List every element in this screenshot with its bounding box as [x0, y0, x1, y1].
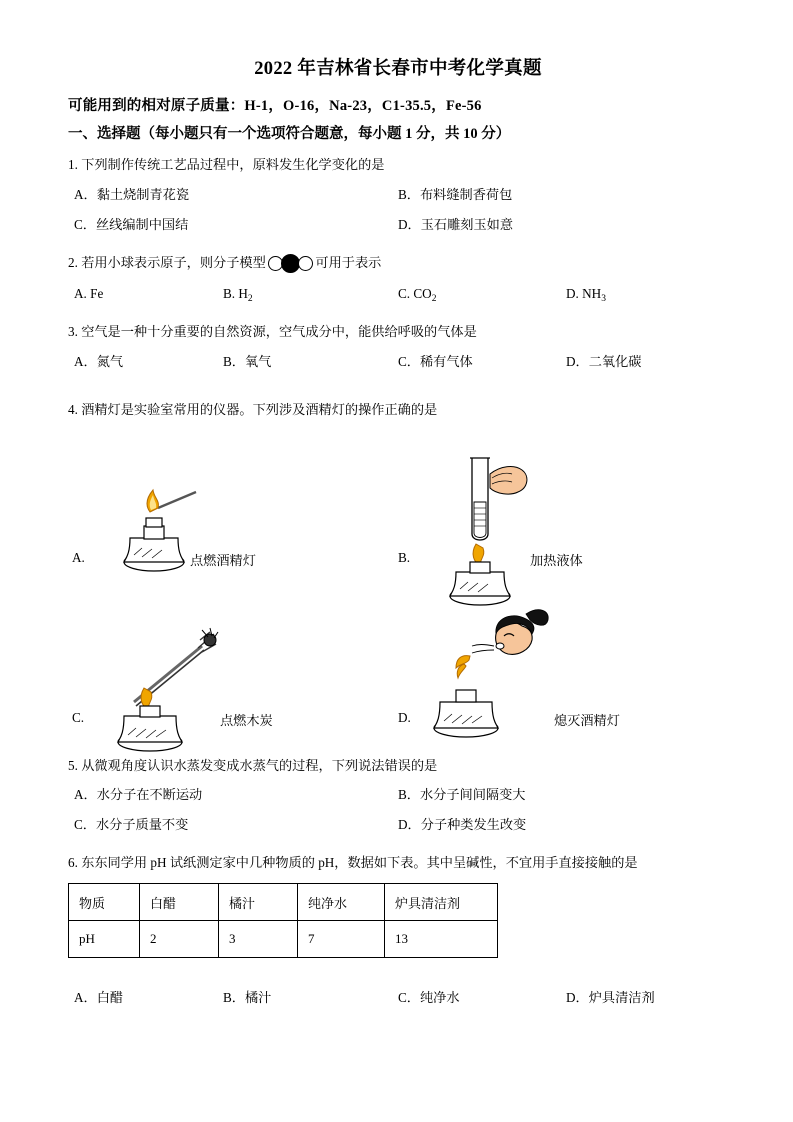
figure-label-d: D.: [398, 709, 411, 725]
figure-caption-c: 点燃木炭: [220, 712, 273, 728]
option-5-d[interactable]: D．分子种类发生改变: [398, 817, 527, 833]
question-1-options-row1: [68, 185, 728, 205]
option-1-d[interactable]: D．玉石雕刻玉如意: [398, 216, 514, 232]
question-1-stem: 1. 下列制作传统工艺品过程中，原料发生化学变化的是: [68, 157, 385, 172]
option-3-a[interactable]: A．氮气: [74, 353, 124, 369]
page-title: 2022 年吉林省长春市中考化学真题: [254, 59, 542, 79]
atomic-mass-line: 可能用到的相对原子质量：H-1，O-16，Na-23，C1-35.5，Fe-56: [68, 98, 482, 114]
table-cell-orange-juice: 橘汁: [219, 884, 298, 921]
figure-a-alcohol-lamp-match: [104, 460, 214, 580]
table-cell-substance-header: 物质: [69, 884, 140, 921]
figure-label-b: B.: [398, 549, 411, 565]
question-2-stem-before: 2. 若用小球表示原子，则分子模型: [68, 254, 266, 270]
table-row: [69, 921, 498, 958]
question-2-stem: [68, 253, 728, 274]
question-5-options-row1: [68, 785, 728, 805]
option-2-a[interactable]: A. Fe: [74, 286, 104, 301]
question-1-options-row2: [68, 215, 728, 235]
question-5-stem: 5. 从微观角度认识水蒸发变成水蒸气的过程，下列说法错误的是: [68, 757, 438, 773]
figure-b-heating-liquid: [426, 438, 546, 608]
table-cell-ph-header: pH: [69, 921, 140, 958]
figure-c-lighting-charcoal: [98, 610, 238, 755]
option-2-b[interactable]: B. $H_2$: [223, 286, 253, 304]
figure-label-c: C.: [72, 709, 85, 725]
figure-caption-d: 熄灭酒精灯: [554, 712, 620, 728]
question-4-stem: 4. 酒精灯是实验室常用的仪器。下列涉及酒精灯的操作正确的是: [68, 401, 438, 417]
option-5-b[interactable]: B．水分子间间隔变大: [398, 787, 526, 803]
table-cell-ph-stove-cleaner: 13: [385, 921, 498, 958]
ph-data-table: [68, 883, 498, 958]
question-3-stem: 3. 空气是一种十分重要的自然资源，空气成分中，能供给呼吸的气体是: [68, 324, 477, 339]
option-1-a[interactable]: A．黏土烧制青花瓷: [74, 186, 190, 202]
option-6-c[interactable]: C．纯净水: [398, 990, 460, 1006]
option-5-c[interactable]: C．水分子质量不变: [74, 817, 189, 833]
option-6-a[interactable]: A．白醋: [74, 990, 124, 1006]
molecule-model-icon: [269, 253, 312, 273]
question-2-options: [68, 284, 728, 304]
figure-caption-a: 点燃酒精灯: [190, 552, 256, 568]
page-content: [68, 54, 728, 1018]
option-1-c[interactable]: C．丝线编制中国结: [74, 216, 189, 232]
table-cell-ph-orange-juice: 3: [219, 921, 298, 958]
table-cell-vinegar: 白醋: [140, 884, 219, 921]
option-6-d[interactable]: D．炉具清洁剂: [566, 990, 655, 1006]
question-6-options: [68, 988, 728, 1008]
question-2-stem-after: 可用于表示: [315, 254, 382, 270]
option-3-c[interactable]: C．稀有气体: [398, 353, 473, 369]
figure-caption-b: 加热液体: [530, 552, 583, 568]
option-2-d[interactable]: D. $NH_3$: [566, 286, 606, 304]
option-1-b[interactable]: B．布料缝制香荷包: [398, 186, 513, 202]
question-5-options-row2: [68, 815, 728, 835]
table-cell-ph-vinegar: 2: [140, 921, 219, 958]
option-6-b[interactable]: B．橘汁: [223, 990, 272, 1006]
figure-label-a: A.: [72, 549, 85, 565]
option-3-b[interactable]: B．氧气: [223, 353, 272, 369]
table-cell-pure-water: 纯净水: [298, 884, 385, 921]
figure-d-blowing-out-lamp: [426, 598, 576, 758]
atom-ball-light-right: [298, 256, 313, 271]
question-4-figure-grid: [68, 430, 728, 750]
table-row: [69, 884, 498, 921]
section-heading: 一、选择题（每小题只有一个选项符合题意，每小题 1 分，共 10 分）: [68, 126, 511, 142]
option-3-d[interactable]: D．二氧化碳: [566, 353, 642, 369]
table-cell-stove-cleaner: 炉具清洁剂: [385, 884, 498, 921]
table-cell-ph-pure-water: 7: [298, 921, 385, 958]
option-2-c[interactable]: C. $CO_2$: [398, 286, 437, 304]
option-5-a[interactable]: A．水分子在不断运动: [74, 787, 203, 803]
question-6-stem: 6. 东东同学用 pH 试纸测定家中几种物质的 pH，数据如下表。其中呈碱性，不宜用手直接接触的是: [68, 855, 638, 871]
question-3-options: [68, 352, 728, 372]
